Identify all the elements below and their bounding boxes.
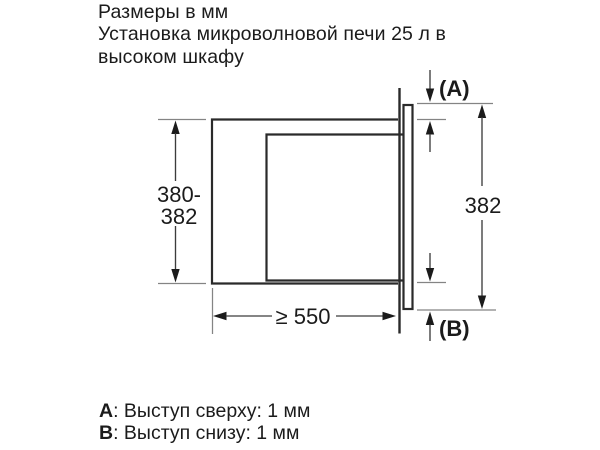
niche-height-value-line1: 380- bbox=[156, 182, 202, 207]
note-b-text: : Выступ снизу: 1 мм bbox=[113, 422, 300, 445]
niche-depth-value: ≥ 550 bbox=[275, 304, 331, 329]
notes-block bbox=[99, 400, 310, 445]
niche-height-value-line2: 382 bbox=[160, 204, 198, 229]
microwave-body-outline bbox=[267, 135, 404, 281]
label-b: (B) bbox=[439, 316, 470, 341]
title-line-2: Установка микроволновой печи 25 л в bbox=[98, 23, 446, 46]
dimension-niche-depth bbox=[213, 304, 396, 329]
note-a bbox=[99, 400, 310, 422]
title-line-3: высоком шкафу bbox=[98, 45, 244, 68]
dimension-niche-height bbox=[157, 121, 201, 283]
callout-overhang-bottom bbox=[426, 253, 470, 341]
front-height-value: 382 bbox=[464, 193, 502, 218]
microwave-front-panel bbox=[404, 105, 413, 309]
callout-overhang-top bbox=[426, 70, 470, 152]
note-b-key: B bbox=[99, 422, 114, 445]
extension-lines bbox=[158, 104, 496, 335]
label-a: (A) bbox=[439, 76, 470, 101]
cabinet-niche-outline bbox=[212, 120, 398, 284]
note-b bbox=[99, 422, 310, 444]
note-a-text: : Выступ сверху: 1 мм bbox=[113, 400, 311, 422]
dimension-front-height bbox=[465, 105, 502, 310]
note-a-key: A bbox=[99, 400, 114, 422]
title-line-1: Размеры в мм bbox=[98, 1, 229, 23]
